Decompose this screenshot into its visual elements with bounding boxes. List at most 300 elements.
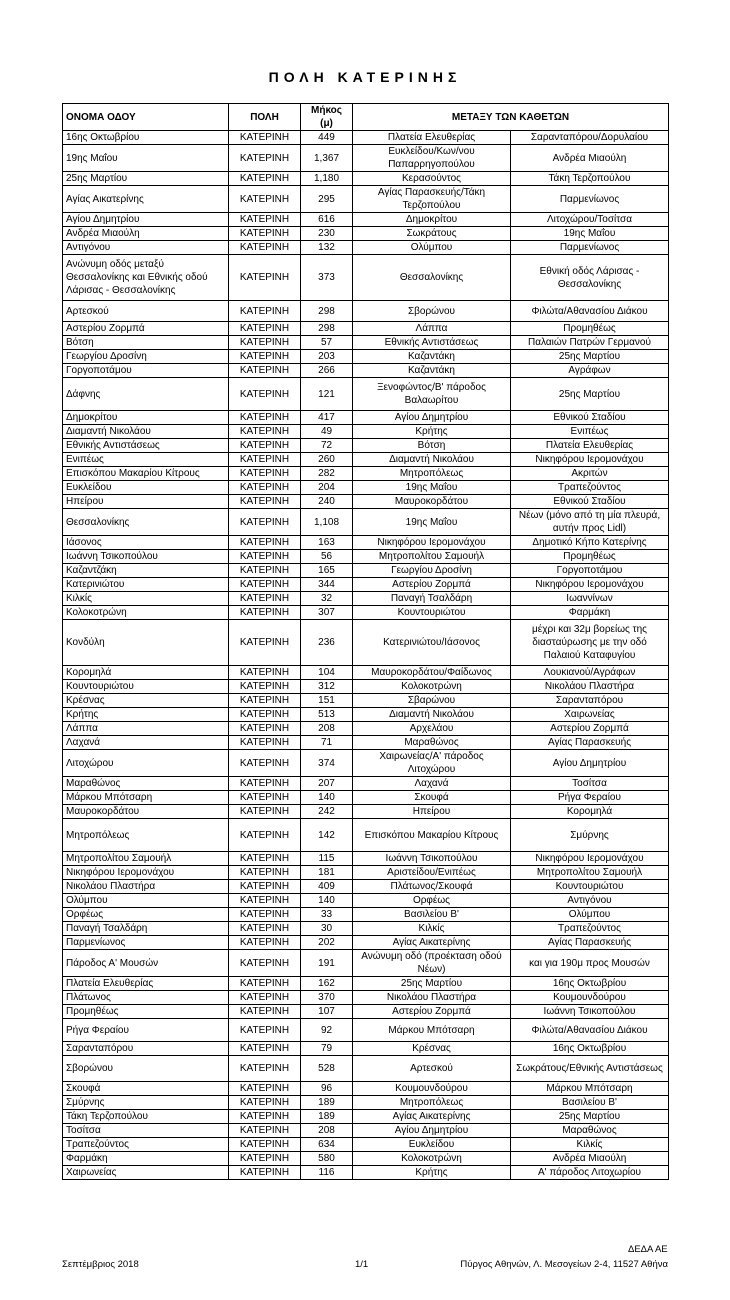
street-name-cell: Αγίου Δημητρίου [63, 213, 229, 227]
street-name-cell: Τοσίτσα [63, 1124, 229, 1138]
length-cell: 260 [301, 453, 353, 467]
table-row [63, 481, 669, 495]
table-row [63, 550, 669, 564]
city-cell: ΚΑΤΕΡΙΝΗ [229, 1096, 301, 1110]
city-cell: ΚΑΤΕΡΙΝΗ [229, 425, 301, 439]
street-name-cell: Σβορώνου [63, 1056, 229, 1082]
between-from-cell: Μάρκου Μπότσαρη [353, 1019, 511, 1042]
between-to-cell: Νικηφόρου Ιερομονάχου [511, 453, 669, 467]
between-from-cell: Ευκλείδου [353, 1138, 511, 1152]
between-to-cell: Ενιπέως [511, 425, 669, 439]
between-from-cell: Ανώνυμη οδό (προέκταση οδού Νέων) [353, 950, 511, 977]
city-cell: ΚΑΤΕΡΙΝΗ [229, 680, 301, 694]
city-cell: ΚΑΤΕΡΙΝΗ [229, 495, 301, 509]
street-name-cell: Αγίας Αικατερίνης [63, 186, 229, 213]
street-name-cell: Λαχανά [63, 736, 229, 750]
city-cell: ΚΑΤΕΡΙΝΗ [229, 481, 301, 495]
table-row [63, 1082, 669, 1096]
street-name-cell: Σαρανταπόρου [63, 1042, 229, 1056]
between-from-cell: Αγίας Παρασκευής/Τάκη Τερζοπούλου [353, 186, 511, 213]
between-from-cell: Κατερινιώτου/Ιάσονος [353, 620, 511, 666]
length-cell: 528 [301, 1056, 353, 1082]
street-name-cell: Θεσσαλονίκης [63, 509, 229, 536]
city-cell: ΚΑΤΕΡΙΝΗ [229, 411, 301, 425]
footer-date: Σεπτέμβριος 2018 [62, 1259, 139, 1270]
table-row [63, 777, 669, 791]
between-to-cell: μέχρι και 32μ βορείως της διασταύρωσης με την οδό Παλαιού Καταφυγίου [511, 620, 669, 666]
table-row [63, 708, 669, 722]
city-cell: ΚΑΤΕΡΙΝΗ [229, 1110, 301, 1124]
between-to-cell: Βασιλείου Β' [511, 1096, 669, 1110]
between-from-cell: Δημοκρίτου [353, 213, 511, 227]
table-row [63, 336, 669, 350]
between-to-cell: Σαρανταπόρου/Δορυλαίου [511, 131, 669, 145]
street-name-cell: 25ης Μαρτίου [63, 172, 229, 186]
street-name-cell: Εθνικής Αντιστάσεως [63, 439, 229, 453]
city-cell: ΚΑΤΕΡΙΝΗ [229, 922, 301, 936]
between-from-cell: Κρήτης [353, 1166, 511, 1180]
city-cell: ΚΑΤΕΡΙΝΗ [229, 750, 301, 777]
between-to-cell: Χαιρωνείας [511, 708, 669, 722]
between-from-cell: Χαιρωνείας/Α' πάροδος Λιτοχώρου [353, 750, 511, 777]
street-name-cell: Λάππα [63, 722, 229, 736]
city-cell: ΚΑΤΕΡΙΝΗ [229, 1005, 301, 1019]
city-cell: ΚΑΤΕΡΙΝΗ [229, 550, 301, 564]
table-row [63, 564, 669, 578]
length-cell: 208 [301, 722, 353, 736]
between-to-cell: Λιτοχώρου/Τοσίτσα [511, 213, 669, 227]
length-cell: 208 [301, 1124, 353, 1138]
between-to-cell: Κορομηλά [511, 805, 669, 819]
between-from-cell: Κολοκοτρώνη [353, 680, 511, 694]
city-cell: ΚΑΤΕΡΙΝΗ [229, 708, 301, 722]
length-cell: 72 [301, 439, 353, 453]
table-row [63, 991, 669, 1005]
city-cell: ΚΑΤΕΡΙΝΗ [229, 301, 301, 322]
between-to-cell: Κουντουριώτου [511, 880, 669, 894]
street-name-cell: Μητροπόλεως [63, 819, 229, 852]
table-row [63, 227, 669, 241]
footer-address: Πύργος Αθηνών, Λ. Μεσογείων 2-4, 11527 Αθήνα [460, 1259, 668, 1270]
between-to-cell: Νικηφόρου Ιερομονάχου [511, 852, 669, 866]
street-name-cell: Λιτοχώρου [63, 750, 229, 777]
between-to-cell: Εθνικού Σταδίου [511, 495, 669, 509]
between-from-cell: Κρέσνας [353, 1042, 511, 1056]
city-cell: ΚΑΤΕΡΙΝΗ [229, 509, 301, 536]
table-row [63, 301, 669, 322]
table-row [63, 411, 669, 425]
length-cell: 203 [301, 350, 353, 364]
street-name-cell: Σμύρνης [63, 1096, 229, 1110]
street-name-cell: Παρμενίωνος [63, 936, 229, 950]
length-cell: 202 [301, 936, 353, 950]
column-header-name: ΟΝΟΜΑ ΟΔΟΥ [63, 104, 229, 131]
city-cell: ΚΑΤΕΡΙΝΗ [229, 852, 301, 866]
between-from-cell: Γεωργίου Δροσίνη [353, 564, 511, 578]
between-from-cell: Κερασούντος [353, 172, 511, 186]
between-to-cell: Κουμουνδούρου [511, 991, 669, 1005]
between-to-cell: Δημοτικό Κήπο Κατερίνης [511, 536, 669, 550]
length-cell: 298 [301, 301, 353, 322]
length-cell: 307 [301, 606, 353, 620]
table-row [63, 439, 669, 453]
table-row [63, 172, 669, 186]
table-body [63, 131, 669, 1180]
between-to-cell: Νικολάου Πλαστήρα [511, 680, 669, 694]
table-row [63, 255, 669, 301]
table-row [63, 1019, 669, 1042]
length-cell: 162 [301, 977, 353, 991]
table-row [63, 620, 669, 666]
length-cell: 266 [301, 364, 353, 378]
length-cell: 189 [301, 1096, 353, 1110]
street-name-cell: Ορφέως [63, 908, 229, 922]
between-to-cell: Αγράφων [511, 364, 669, 378]
street-name-cell: Νικηφόρου Ιερομονάχου [63, 866, 229, 880]
length-cell: 71 [301, 736, 353, 750]
length-cell: 189 [301, 1110, 353, 1124]
between-to-cell: Φιλώτα/Αθανασίου Διάκου [511, 301, 669, 322]
between-from-cell: Αρτεσκού [353, 1056, 511, 1082]
length-cell: 236 [301, 620, 353, 666]
table-row [63, 606, 669, 620]
between-to-cell: Ιωάννη Τσικοπούλου [511, 1005, 669, 1019]
length-cell: 140 [301, 791, 353, 805]
between-to-cell: 16ης Οκτωβρίου [511, 1042, 669, 1056]
table-row [63, 1056, 669, 1082]
table-row [63, 819, 669, 852]
table-row [63, 509, 669, 536]
length-cell: 513 [301, 708, 353, 722]
street-name-cell: Κορομηλά [63, 666, 229, 680]
city-cell: ΚΑΤΕΡΙΝΗ [229, 536, 301, 550]
length-cell: 140 [301, 894, 353, 908]
city-cell: ΚΑΤΕΡΙΝΗ [229, 620, 301, 666]
street-name-cell: Βότση [63, 336, 229, 350]
between-to-cell: 19ης Μαΐου [511, 227, 669, 241]
table-row [63, 453, 669, 467]
city-cell: ΚΑΤΕΡΙΝΗ [229, 1056, 301, 1082]
between-to-cell: Προμηθέως [511, 550, 669, 564]
table-row [63, 791, 669, 805]
between-from-cell: Ξενοφώντος/Β' πάροδος Βαλαωρίτου [353, 378, 511, 411]
length-cell: 121 [301, 378, 353, 411]
between-to-cell: και για 190μ προς Μουσών [511, 950, 669, 977]
length-cell: 242 [301, 805, 353, 819]
city-cell: ΚΑΤΕΡΙΝΗ [229, 592, 301, 606]
street-name-cell: Πάροδος Α' Μουσών [63, 950, 229, 977]
between-to-cell: Προμηθέως [511, 322, 669, 336]
length-cell: 92 [301, 1019, 353, 1042]
city-cell: ΚΑΤΕΡΙΝΗ [229, 666, 301, 680]
length-cell: 1,367 [301, 145, 353, 172]
table-header-row [63, 104, 669, 131]
between-from-cell: Αστερίου Ζορμπά [353, 578, 511, 592]
between-to-cell: Ρήγα Φεραίου [511, 791, 669, 805]
city-cell: ΚΑΤΕΡΙΝΗ [229, 1166, 301, 1180]
length-cell: 344 [301, 578, 353, 592]
city-cell: ΚΑΤΕΡΙΝΗ [229, 866, 301, 880]
length-cell: 204 [301, 481, 353, 495]
city-cell: ΚΑΤΕΡΙΝΗ [229, 564, 301, 578]
city-cell: ΚΑΤΕΡΙΝΗ [229, 1042, 301, 1056]
between-from-cell: Λάππα [353, 322, 511, 336]
between-from-cell: Αγίας Αικατερίνης [353, 936, 511, 950]
city-cell: ΚΑΤΕΡΙΝΗ [229, 336, 301, 350]
between-to-cell: Φιλώτα/Αθανασίου Διάκου [511, 1019, 669, 1042]
between-to-cell: Αγίας Παρασκευής [511, 736, 669, 750]
street-name-cell: Τραπεζούντος [63, 1138, 229, 1152]
street-name-cell: Κρέσνας [63, 694, 229, 708]
table-row [63, 1124, 669, 1138]
length-cell: 409 [301, 880, 353, 894]
city-cell: ΚΑΤΕΡΙΝΗ [229, 694, 301, 708]
city-cell: ΚΑΤΕΡΙΝΗ [229, 227, 301, 241]
between-to-cell: Φαρμάκη [511, 606, 669, 620]
street-name-cell: Κρήτης [63, 708, 229, 722]
street-name-cell: Γεωργίου Δροσίνη [63, 350, 229, 364]
street-name-cell: Δάφνης [63, 378, 229, 411]
between-from-cell: Σκουφά [353, 791, 511, 805]
column-header-city: ΠΟΛΗ [229, 104, 301, 131]
between-to-cell: 16ης Οκτωβρίου [511, 977, 669, 991]
between-to-cell: Σμύρνης [511, 819, 669, 852]
street-name-cell: Επισκόπου Μακαρίου Κίτρους [63, 467, 229, 481]
city-cell: ΚΑΤΕΡΙΝΗ [229, 722, 301, 736]
city-cell: ΚΑΤΕΡΙΝΗ [229, 819, 301, 852]
street-name-cell: Κολοκοτρώνη [63, 606, 229, 620]
between-from-cell: Λαχανά [353, 777, 511, 791]
between-from-cell: Κουντουριώτου [353, 606, 511, 620]
length-cell: 230 [301, 227, 353, 241]
length-cell: 30 [301, 922, 353, 936]
length-cell: 96 [301, 1082, 353, 1096]
between-to-cell: Ακριτών [511, 467, 669, 481]
table-row [63, 467, 669, 481]
between-from-cell: Ιωάννη Τσικοπούλου [353, 852, 511, 866]
between-from-cell: Αστερίου Ζορμπά [353, 1005, 511, 1019]
length-cell: 312 [301, 680, 353, 694]
between-from-cell: Βασιλείου Β' [353, 908, 511, 922]
city-cell: ΚΑΤΕΡΙΝΗ [229, 1124, 301, 1138]
street-name-cell: Σκουφά [63, 1082, 229, 1096]
table-row [63, 666, 669, 680]
length-cell: 298 [301, 322, 353, 336]
length-cell: 449 [301, 131, 353, 145]
between-from-cell: Διαμαντή Νικολάου [353, 453, 511, 467]
between-from-cell: Σβορώνου [353, 301, 511, 322]
table-row [63, 722, 669, 736]
between-from-cell: Μητροπολίτου Σαμουήλ [353, 550, 511, 564]
table-row [63, 145, 669, 172]
length-cell: 33 [301, 908, 353, 922]
table-row [63, 1110, 669, 1124]
table-row [63, 1005, 669, 1019]
table-row [63, 694, 669, 708]
between-to-cell: Τοσίτσα [511, 777, 669, 791]
between-from-cell: 25ης Μαρτίου [353, 977, 511, 991]
between-to-cell: 25ης Μαρτίου [511, 378, 669, 411]
city-cell: ΚΑΤΕΡΙΝΗ [229, 908, 301, 922]
between-from-cell: Πλάτωνος/Σκουφά [353, 880, 511, 894]
city-cell: ΚΑΤΕΡΙΝΗ [229, 186, 301, 213]
between-to-cell: Τραπεζούντος [511, 481, 669, 495]
city-cell: ΚΑΤΕΡΙΝΗ [229, 172, 301, 186]
between-from-cell: Αγίου Δημητρίου [353, 411, 511, 425]
city-cell: ΚΑΤΕΡΙΝΗ [229, 977, 301, 991]
street-name-cell: Ανδρέα Μιαούλη [63, 227, 229, 241]
between-from-cell: Νικηφόρου Ιερομονάχου [353, 536, 511, 550]
street-name-cell: Χαιρωνείας [63, 1166, 229, 1180]
street-name-cell: Κιλκίς [63, 592, 229, 606]
length-cell: 151 [301, 694, 353, 708]
street-name-cell: Ιάσονος [63, 536, 229, 550]
city-cell: ΚΑΤΕΡΙΝΗ [229, 606, 301, 620]
street-name-cell: Ηπείρου [63, 495, 229, 509]
between-from-cell: Μητροπόλεως [353, 1096, 511, 1110]
table-row [63, 1138, 669, 1152]
length-cell: 616 [301, 213, 353, 227]
street-name-cell: Κουντουριώτου [63, 680, 229, 694]
street-name-cell: Αστερίου Ζορμπά [63, 322, 229, 336]
table-row [63, 241, 669, 255]
between-from-cell: Σβαρώνου [353, 694, 511, 708]
street-name-cell: Αντιγόνου [63, 241, 229, 255]
city-cell: ΚΑΤΕΡΙΝΗ [229, 350, 301, 364]
between-to-cell: Νέων (μόνο από τη μία πλευρά, αυτήν προς Lidl) [511, 509, 669, 536]
city-cell: ΚΑΤΕΡΙΝΗ [229, 880, 301, 894]
street-name-cell: Ενιπέως [63, 453, 229, 467]
between-to-cell: Παλαιών Πατρών Γερμανού [511, 336, 669, 350]
between-from-cell: Παναγή Τσαλδάρη [353, 592, 511, 606]
between-from-cell: Κουμουνδούρου [353, 1082, 511, 1096]
table-row [63, 1166, 669, 1180]
between-to-cell: Ανδρέα Μιαούλη [511, 1152, 669, 1166]
street-name-cell: Πλάτωνος [63, 991, 229, 1005]
street-name-cell: Μάρκου Μπότσαρη [63, 791, 229, 805]
between-to-cell: Γοργοποτάμου [511, 564, 669, 578]
length-cell: 107 [301, 1005, 353, 1019]
table-row [63, 378, 669, 411]
table-row [63, 1152, 669, 1166]
between-to-cell: Αντιγόνου [511, 894, 669, 908]
between-from-cell: Κρήτης [353, 425, 511, 439]
length-cell: 373 [301, 255, 353, 301]
length-cell: 56 [301, 550, 353, 564]
between-to-cell: Νικηφόρου Ιερομονάχου [511, 578, 669, 592]
between-to-cell: Αστερίου Ζορμπά [511, 722, 669, 736]
city-cell: ΚΑΤΕΡΙΝΗ [229, 791, 301, 805]
length-cell: 417 [301, 411, 353, 425]
street-name-cell: 16ης Οκτωβρίου [63, 131, 229, 145]
city-cell: ΚΑΤΕΡΙΝΗ [229, 145, 301, 172]
city-cell: ΚΑΤΕΡΙΝΗ [229, 255, 301, 301]
city-cell: ΚΑΤΕΡΙΝΗ [229, 736, 301, 750]
city-cell: ΚΑΤΕΡΙΝΗ [229, 1152, 301, 1166]
city-cell: ΚΑΤΕΡΙΝΗ [229, 241, 301, 255]
table-row [63, 950, 669, 977]
between-to-cell: Παρμενίωνος [511, 186, 669, 213]
table-row [63, 866, 669, 880]
between-from-cell: Αρχελάου [353, 722, 511, 736]
table-row [63, 350, 669, 364]
between-from-cell: Νικολάου Πλαστήρα [353, 991, 511, 1005]
between-to-cell: Αγίας Παρασκευής [511, 936, 669, 950]
street-name-cell: Διαμαντή Νικολάου [63, 425, 229, 439]
length-cell: 132 [301, 241, 353, 255]
table-row [63, 922, 669, 936]
table-row [63, 578, 669, 592]
city-cell: ΚΑΤΕΡΙΝΗ [229, 1019, 301, 1042]
table-row [63, 425, 669, 439]
table-row [63, 977, 669, 991]
between-from-cell: Εθνικής Αντιστάσεως [353, 336, 511, 350]
street-name-cell: Αρτεσκού [63, 301, 229, 322]
city-cell: ΚΑΤΕΡΙΝΗ [229, 1138, 301, 1152]
city-cell: ΚΑΤΕΡΙΝΗ [229, 364, 301, 378]
length-cell: 1,108 [301, 509, 353, 536]
street-name-cell: Πλατεία Ελευθερίας [63, 977, 229, 991]
city-cell: ΚΑΤΕΡΙΝΗ [229, 991, 301, 1005]
between-from-cell: Αγίας Αικατερίνης [353, 1110, 511, 1124]
between-to-cell: Ιωαννίνων [511, 592, 669, 606]
street-name-cell: Ιωάννη Τσικοπούλου [63, 550, 229, 564]
city-cell: ΚΑΤΕΡΙΝΗ [229, 936, 301, 950]
street-name-cell: Φαρμάκη [63, 1152, 229, 1166]
city-cell: ΚΑΤΕΡΙΝΗ [229, 578, 301, 592]
between-to-cell: Κιλκίς [511, 1138, 669, 1152]
street-name-cell: Κατερινιώτου [63, 578, 229, 592]
city-cell: ΚΑΤΕΡΙΝΗ [229, 467, 301, 481]
between-to-cell: Σαρανταπόρου [511, 694, 669, 708]
length-cell: 191 [301, 950, 353, 977]
between-from-cell: 19ης Μαΐου [353, 481, 511, 495]
between-to-cell: Λουκιανού/Αγράφων [511, 666, 669, 680]
street-name-cell: Καζαντζάκη [63, 564, 229, 578]
length-cell: 115 [301, 852, 353, 866]
length-cell: 116 [301, 1166, 353, 1180]
between-to-cell: Παρμενίωνος [511, 241, 669, 255]
between-from-cell: Κιλκίς [353, 922, 511, 936]
street-name-cell: Τάκη Τερζοπούλου [63, 1110, 229, 1124]
between-from-cell: Ορφέως [353, 894, 511, 908]
length-cell: 370 [301, 991, 353, 1005]
column-header-between: ΜΕΤΑΞΥ ΤΩΝ ΚΑΘΕΤΩΝ [353, 104, 669, 131]
table-row [63, 894, 669, 908]
between-to-cell: 25ης Μαρτίου [511, 350, 669, 364]
between-to-cell: Εθνικού Σταδίου [511, 411, 669, 425]
table-row [63, 1096, 669, 1110]
length-cell: 240 [301, 495, 353, 509]
between-from-cell: Μαραθώνος [353, 736, 511, 750]
between-from-cell: Αριστείδου/Ενιπέως [353, 866, 511, 880]
between-from-cell: Σωκράτους [353, 227, 511, 241]
between-from-cell: Επισκόπου Μακαρίου Κίτρους [353, 819, 511, 852]
between-from-cell: Ηπείρου [353, 805, 511, 819]
length-cell: 207 [301, 777, 353, 791]
city-cell: ΚΑΤΕΡΙΝΗ [229, 950, 301, 977]
street-name-cell: Νικολάου Πλαστήρα [63, 880, 229, 894]
length-cell: 104 [301, 666, 353, 680]
between-from-cell: Κολοκοτρώνη [353, 1152, 511, 1166]
table-row [63, 186, 669, 213]
length-cell: 57 [301, 336, 353, 350]
city-cell: ΚΑΤΕΡΙΝΗ [229, 1082, 301, 1096]
city-cell: ΚΑΤΕΡΙΝΗ [229, 439, 301, 453]
table-row [63, 1042, 669, 1056]
street-name-cell: 19ης Μαΐου [63, 145, 229, 172]
length-cell: 634 [301, 1138, 353, 1152]
